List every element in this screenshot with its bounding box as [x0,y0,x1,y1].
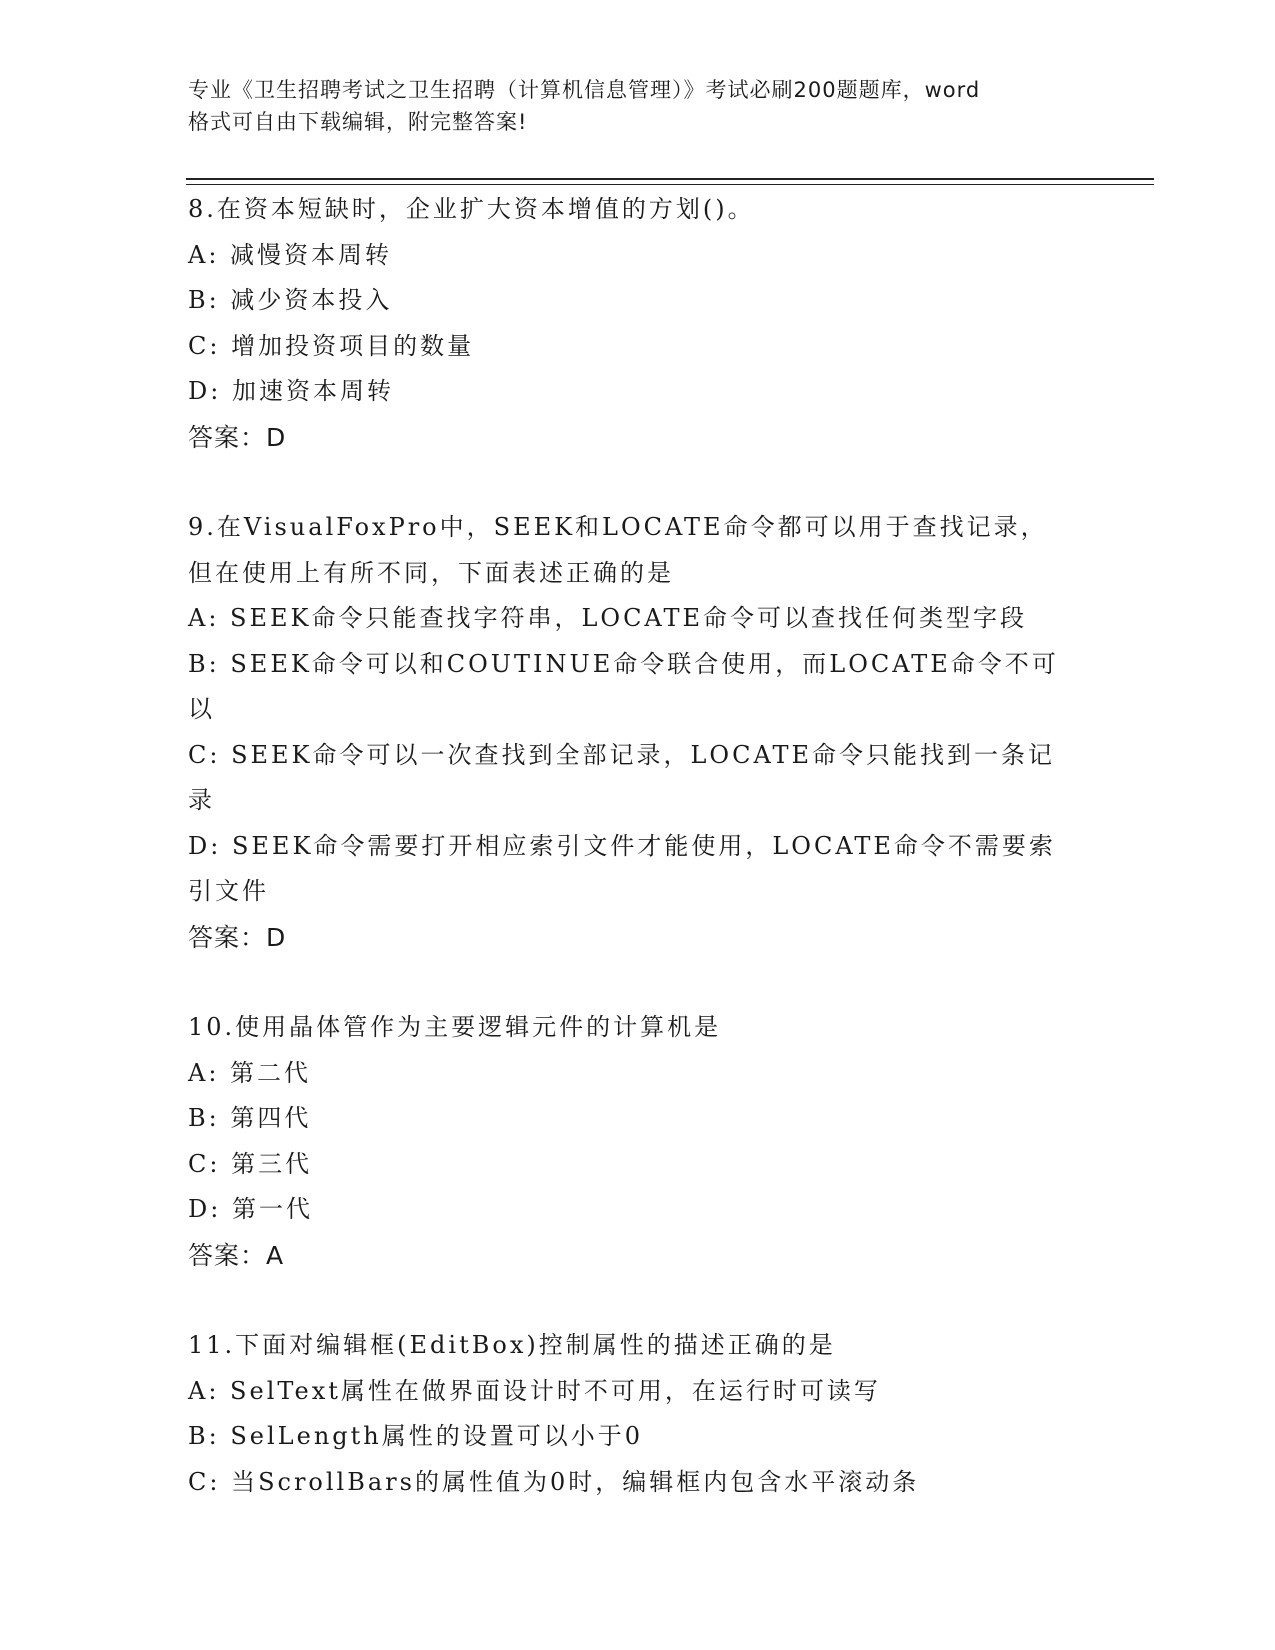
option-b: B: SelLength属性的设置可以小于0 [188,1422,644,1450]
question-text: 8.在资本短缺时，企业扩大资本增值的方划()。 [188,195,755,223]
header-rule-thick [186,178,1154,180]
option-b: B: SEEK命令可以和COUTINUE命令联合使用，而LOCATE命令不可以 [188,649,1059,723]
option-a: A: SelText属性在做界面设计时不可用，在运行时可读写 [188,1376,881,1405]
option-d: D: 加速资本周转 [188,377,394,405]
option-c: C: 当ScrollBars的属性值为0时，编辑框内包含水平滚动条 [188,1467,920,1496]
option-b: B: 减少资本投入 [188,286,393,314]
answer: 答案：A [188,1240,285,1270]
option-c: C: 增加投资项目的数量 [188,331,475,360]
option-d: D: 第一代 [188,1195,313,1223]
option-b: B: 第四代 [188,1104,312,1132]
question-10 [188,1005,1068,1278]
option-a: A: SEEK命令只能查找字符串，LOCATE命令可以查找任何类型字段 [188,604,1027,632]
question-list [188,187,1068,1505]
option-a: A: 第二代 [188,1058,312,1087]
document-header [188,74,1088,138]
question-9 [188,505,1068,960]
header-rule-thin [186,184,1154,185]
header-line-1: 专业《卫生招聘考试之卫生招聘（计算机信息管理）》考试必刷200题题库，word [188,78,981,102]
answer: 答案：D [188,922,287,952]
question-text: 10.使用晶体管作为主要逻辑元件的计算机是 [188,1013,722,1041]
question-text: 9.在VisualFoxPro中，SEEK和LOCATE命令都可以用于查找记录，但在使用上有所不同，下面表述正确的是 [188,513,1048,587]
option-c: C: 第三代 [188,1149,313,1178]
question-8 [188,187,1068,460]
question-text: 11.下面对编辑框(EditBox)控制属性的描述正确的是 [188,1331,836,1359]
option-c: C: SEEK命令可以一次查找到全部记录，LOCATE命令只能找到一条记录 [188,740,1056,814]
question-11 [188,1323,1068,1505]
option-d: D: SEEK命令需要打开相应索引文件才能使用，LOCATE命令不需要索引文件 [188,831,1056,905]
header-line-2: 格式可自由下载编辑，附完整答案! [188,110,528,134]
answer: 答案：D [188,422,287,452]
option-a: A: 减慢资本周转 [188,240,393,269]
